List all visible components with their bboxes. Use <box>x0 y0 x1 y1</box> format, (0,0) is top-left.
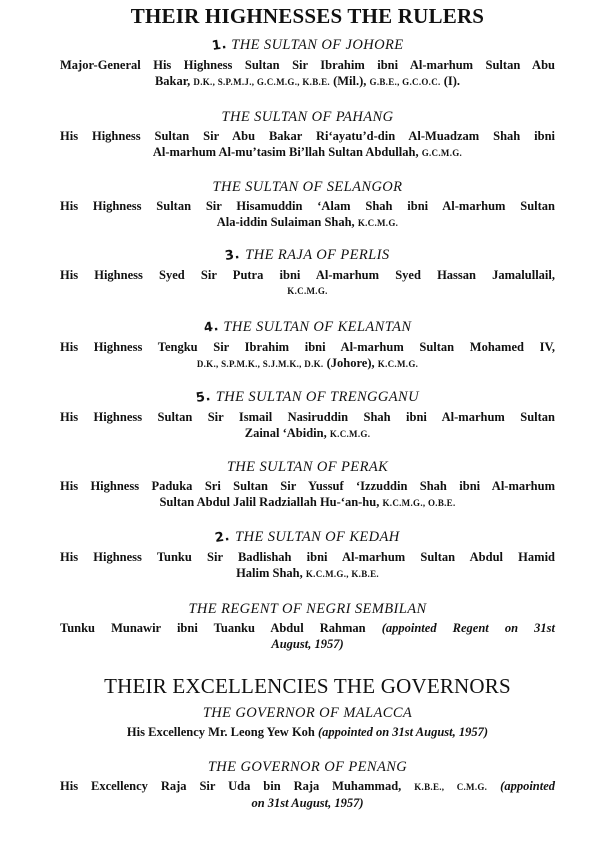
entry-body: His Highness Sultan Sir Ismail Nasiruddin Shah ibni Al-marhum Sultan Zainal ‘Abidin, K.C.M.G. <box>60 410 555 440</box>
governors-heading: THEIR EXCELLENCIES THE GOVERNORS <box>104 674 511 698</box>
entry-body: His Excellency Mr. Leong Yew Koh (appointed on 31st August, 1957) <box>126 725 489 739</box>
entry-perak <box>60 458 555 511</box>
entry-kelantan <box>60 318 555 372</box>
entry-body: His Highness Tunku Sir Badlishah ibni Al-marhum Sultan Abdul Hamid Halim Shah, K.C.M.G., K.B.E. <box>60 550 555 580</box>
entry-title: THE SULTAN OF PAHANG <box>221 109 394 125</box>
entry-body: His Highness Sultan Sir Abu Bakar Ri‘ayatu’d-din Al-Muadzam Shah ibni Al-marhum Al-mu’tasim Bi’llah Sultan Abdullah, G.C.M.G. <box>60 129 555 159</box>
entry-body: His Highness Tengku Sir Ibrahim ibni Al-marhum Sultan Mohamed IV, D.K., S.P.M.K., S.J.M.K., D.K. (Johore), K.C.M.G. <box>60 340 555 370</box>
entry-body: His Excellency Raja Sir Uda bin Raja Muhammad, K.B.E., C.M.G. (appointed on 31st August, 1957) <box>60 779 556 810</box>
handwritten-number: 5. <box>194 389 212 406</box>
entry-body: Major-General His Highness Sultan Sir Ibrahim ibni Al-marhum Sultan Abu Bakar, D.K., S.P.M.J., G.C.M.G., K.B.E. (Mil.), G.B.E., G.C.O.C. (I). <box>60 58 555 88</box>
entry-malacca <box>60 704 555 740</box>
entry-kedah <box>60 528 555 582</box>
entry-title: 1. THE SULTAN OF JOHORE <box>210 37 404 54</box>
entry-title: THE SULTAN OF PERAK <box>226 459 389 475</box>
entry-pahang <box>60 108 555 161</box>
entry-body: His Highness Syed Sir Putra ibni Al-marhum Syed Hassan Jamalullail, K.C.M.G. <box>60 268 555 296</box>
entry-title: 3. THE RAJA OF PERLIS <box>224 247 390 264</box>
entry-trengganu <box>60 388 555 442</box>
entry-title: 5. THE SULTAN OF TRENGGANU <box>194 389 419 406</box>
handwritten-number: 2. <box>214 529 232 546</box>
entry-title: 2. THE SULTAN OF KEDAH <box>214 529 400 546</box>
handwritten-number: 1. <box>210 37 228 54</box>
entry-title: 4. THE SULTAN OF KELANTAN <box>202 319 412 336</box>
entry-selangor <box>60 178 555 231</box>
entry-body: Tunku Munawir ibni Tuanku Abdul Rahman (appointed Regent on 31st August, 1957) <box>60 621 556 651</box>
rulers-heading: THEIR HIGHNESSES THE RULERS <box>130 4 485 28</box>
entry-body: His Highness Paduka Sri Sultan Sir Yussuf ‘Izzuddin Shah ibni Al-marhum Sultan Abdul Jalil Radziallah Hu-‘an-hu, K.C.M.G., O.B.E. <box>60 479 555 509</box>
entry-title: THE SULTAN OF SELANGOR <box>212 179 403 195</box>
entry-perlis <box>60 246 555 299</box>
entry-title: THE REGENT OF NEGRI SEMBILAN <box>188 601 427 617</box>
entry-title: THE GOVERNOR OF PENANG <box>207 759 408 775</box>
handwritten-number: 4. <box>202 319 220 336</box>
entry-johore <box>60 36 555 90</box>
handwritten-number: 3. <box>224 247 242 264</box>
entry-body: His Highness Sultan Sir Hisamuddin ‘Alam Shah ibni Al-marhum Sultan Ala-iddin Sulaiman Shah, K.C.M.G. <box>60 199 555 229</box>
entry-negri-sembilan <box>60 600 555 652</box>
entry-title: THE GOVERNOR OF MALACCA <box>202 705 413 721</box>
entry-penang <box>60 758 555 811</box>
